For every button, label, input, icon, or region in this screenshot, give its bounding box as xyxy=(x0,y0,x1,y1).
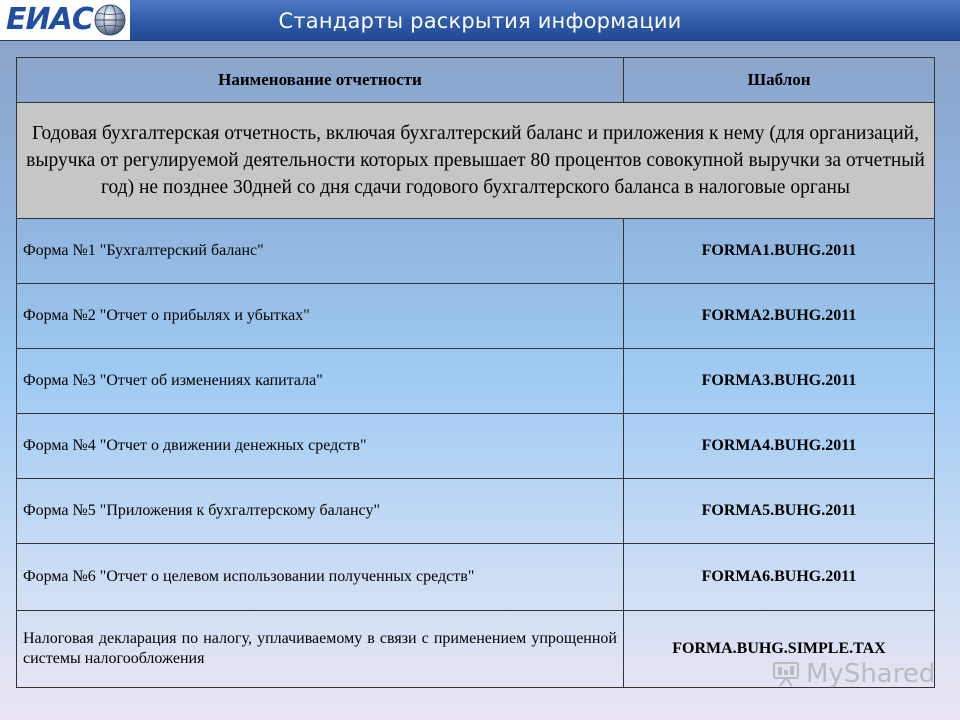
report-name: Форма №5 "Приложения к бухгалтерскому балансу" xyxy=(17,479,624,544)
table-row xyxy=(17,219,935,284)
table-row xyxy=(17,544,935,611)
table-row xyxy=(17,479,935,544)
page-title: Стандарты раскрытия информации xyxy=(278,9,682,33)
report-name: Форма №2 "Отчет о прибылях и убытках" xyxy=(17,284,624,349)
logo xyxy=(0,0,130,40)
presentation-board-icon xyxy=(772,661,800,687)
header-bar xyxy=(0,0,960,41)
watermark xyxy=(772,655,936,695)
column-header-template: Шаблон xyxy=(624,58,935,103)
table-row xyxy=(17,284,935,349)
column-header-name: Наименование отчетности xyxy=(17,58,624,103)
template-code: FORMA4.BUHG.2011 xyxy=(624,414,935,479)
disclosure-table xyxy=(16,57,935,688)
template-code: FORMA2.BUHG.2011 xyxy=(624,284,935,349)
report-name: Форма №3 "Отчет об изменениях капитала" xyxy=(17,349,624,414)
table-row xyxy=(17,414,935,479)
report-name: Форма №1 "Бухгалтерский баланс" xyxy=(17,219,624,284)
template-code: FORMA6.BUHG.2011 xyxy=(624,544,935,611)
report-name: Форма №6 "Отчет о целевом использовании полученных средств" xyxy=(17,544,624,611)
watermark-text: MyShared xyxy=(806,659,936,689)
section-header-row xyxy=(17,103,935,219)
report-name: Форма №4 "Отчет о движении денежных средств" xyxy=(17,414,624,479)
template-code: FORMA5.BUHG.2011 xyxy=(624,479,935,544)
table-row xyxy=(17,349,935,414)
logo-text: ЕИАС xyxy=(6,2,93,37)
report-name: Налоговая декларация по налогу, уплачиваемому в связи с применением упрощенной системы налогообложения xyxy=(17,611,624,688)
template-code: FORMA.BUHG.SIMPLE.TAX xyxy=(624,611,935,688)
globe-icon xyxy=(93,3,127,37)
template-code: FORMA3.BUHG.2011 xyxy=(624,349,935,414)
section-title: Годовая бухгалтерская отчетность, включая бухгалтерский баланс и приложения к нему (для организаций, выручка от регулируемой деятельности которых превышает 80 процентов совокупной выручки за отчетный год) не позднее 30дней со дня сдачи годового бухгалтерского баланса в налоговые органы xyxy=(17,103,935,219)
table-header-row xyxy=(17,58,935,103)
template-code: FORMA1.BUHG.2011 xyxy=(624,219,935,284)
